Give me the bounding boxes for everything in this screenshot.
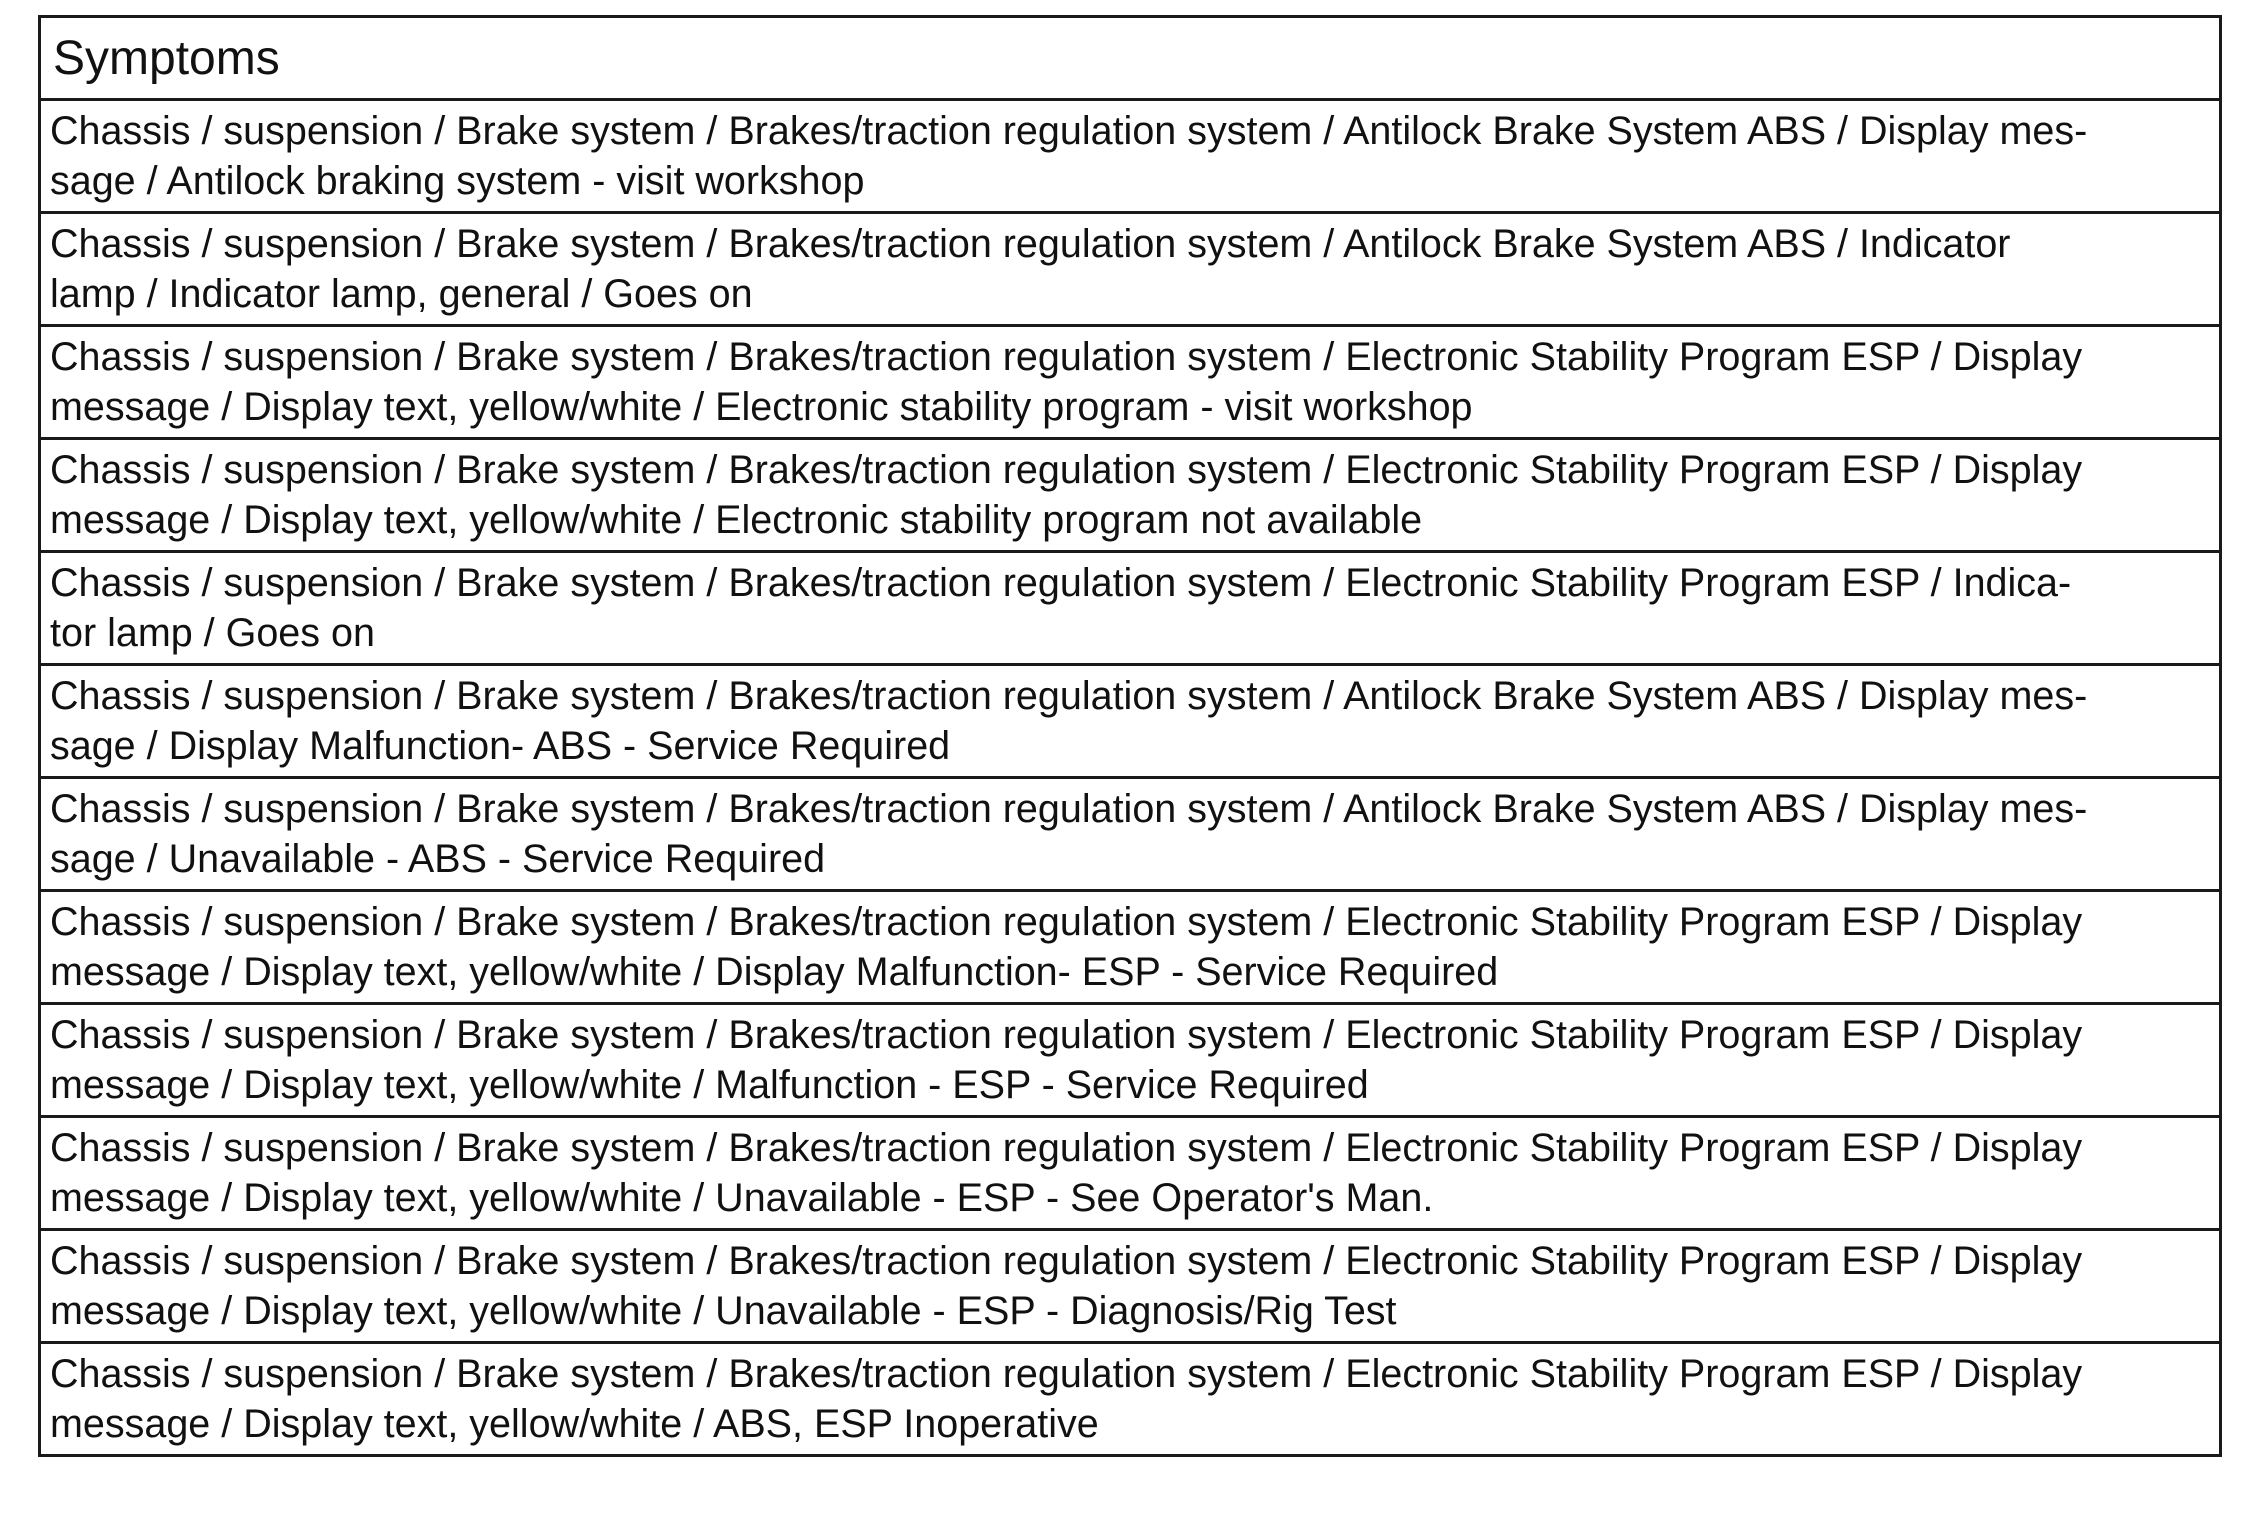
table-row	[40, 665, 2221, 778]
symptom-text-line: lamp / Indicator lamp, general / Goes on	[50, 272, 753, 316]
symptom-cell	[40, 1230, 2221, 1343]
symptom-text-line: message / Display text, yellow/white / ABS, ESP Inoperative	[50, 1402, 1099, 1446]
symptom-text-line: Chassis / suspension / Brake system / Brakes/traction regulation system / Antilock Brake System ABS / Display mes-	[50, 674, 2088, 718]
symptom-text-line: sage / Unavailable - ABS - Service Required	[50, 837, 826, 881]
symptom-cell	[40, 326, 2221, 439]
table-row	[40, 1230, 2221, 1343]
table-row	[40, 213, 2221, 326]
symptom-cell	[40, 665, 2221, 778]
symptom-text-line: message / Display text, yellow/white / Electronic stability program not available	[50, 498, 1423, 542]
symptom-text-line: message / Display text, yellow/white / Unavailable - ESP - See Operator's Man.	[50, 1176, 1434, 1220]
table-header-row	[40, 17, 2221, 100]
table-row	[40, 1004, 2221, 1117]
symptom-text-line: tor lamp / Goes on	[50, 611, 375, 655]
symptoms-table-body	[40, 100, 2221, 1456]
symptom-cell	[40, 1343, 2221, 1456]
symptom-text-line: Chassis / suspension / Brake system / Brakes/traction regulation system / Electronic Stability Program ESP / Indica-	[50, 561, 2072, 605]
symptom-text-line: Chassis / suspension / Brake system / Brakes/traction regulation system / Electronic Stability Program ESP / Display	[50, 335, 2083, 379]
symptom-text-line: message / Display text, yellow/white / Electronic stability program - visit workshop	[50, 385, 1473, 429]
symptom-text-line: Chassis / suspension / Brake system / Brakes/traction regulation system / Electronic Stability Program ESP / Display	[50, 900, 2083, 944]
symptom-text-line: Chassis / suspension / Brake system / Brakes/traction regulation system / Antilock Brake System ABS / Display mes-	[50, 109, 2088, 153]
symptom-cell	[40, 552, 2221, 665]
symptom-text-line: Chassis / suspension / Brake system / Brakes/traction regulation system / Electronic Stability Program ESP / Display	[50, 448, 2083, 492]
symptom-text-line: Chassis / suspension / Brake system / Brakes/traction regulation system / Electronic Stability Program ESP / Display	[50, 1126, 2083, 1170]
table-row	[40, 439, 2221, 552]
table-row	[40, 1117, 2221, 1230]
table-row	[40, 552, 2221, 665]
symptom-cell	[40, 439, 2221, 552]
symptom-cell	[40, 1117, 2221, 1230]
symptom-text-line: sage / Antilock braking system - visit workshop	[50, 159, 865, 203]
symptom-cell	[40, 213, 2221, 326]
table-row	[40, 100, 2221, 213]
symptom-cell	[40, 100, 2221, 213]
table-row	[40, 1343, 2221, 1456]
symptom-text-line: Chassis / suspension / Brake system / Brakes/traction regulation system / Electronic Stability Program ESP / Display	[50, 1352, 2083, 1396]
symptom-text-line: message / Display text, yellow/white / Unavailable - ESP - Diagnosis/Rig Test	[50, 1289, 1397, 1333]
symptom-text-line: message / Display text, yellow/white / Display Malfunction- ESP - Service Required	[50, 950, 1499, 994]
table-row	[40, 326, 2221, 439]
symptoms-table	[38, 15, 2222, 1457]
symptom-cell	[40, 1004, 2221, 1117]
table-row	[40, 891, 2221, 1004]
symptom-text-line: Chassis / suspension / Brake system / Brakes/traction regulation system / Antilock Brake System ABS / Display mes-	[50, 787, 2088, 831]
symptom-text-line: Chassis / suspension / Brake system / Brakes/traction regulation system / Electronic Stability Program ESP / Display	[50, 1239, 2083, 1283]
symptom-text-line: message / Display text, yellow/white / Malfunction - ESP - Service Required	[50, 1063, 1369, 1107]
symptom-text-line: sage / Display Malfunction- ABS - Service Required	[50, 724, 951, 768]
table-row	[40, 778, 2221, 891]
symptom-cell	[40, 891, 2221, 1004]
symptom-text-line: Chassis / suspension / Brake system / Brakes/traction regulation system / Electronic Stability Program ESP / Display	[50, 1013, 2083, 1057]
symptoms-header: Symptoms	[40, 17, 2221, 100]
symptom-cell	[40, 778, 2221, 891]
symptom-text-line: Chassis / suspension / Brake system / Brakes/traction regulation system / Antilock Brake System ABS / Indicator	[50, 222, 2011, 266]
